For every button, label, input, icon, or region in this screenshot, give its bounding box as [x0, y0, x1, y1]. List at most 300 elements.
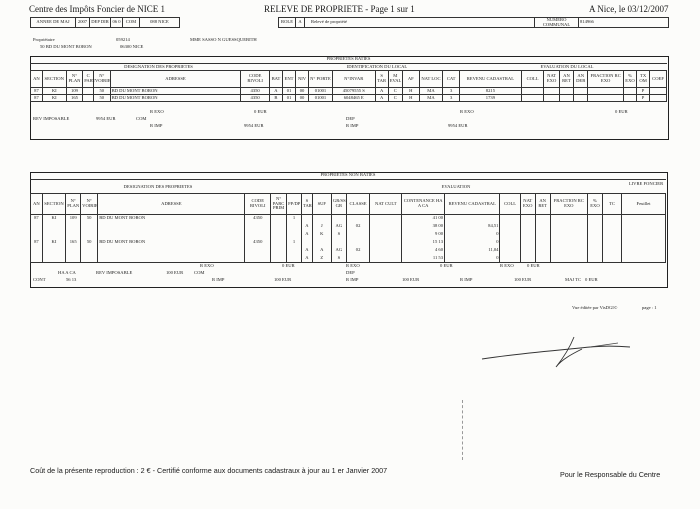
cell — [500, 222, 520, 230]
signature — [478, 325, 638, 375]
baties-col-bat: BAT — [269, 71, 282, 88]
nb-com-label: COM — [194, 270, 205, 275]
baties-rexo-1-value: 0 EUR — [254, 109, 267, 114]
cell: A — [302, 222, 313, 230]
table-row — [31, 214, 666, 222]
nb-col-an: AN — [31, 194, 43, 215]
cell — [98, 246, 245, 254]
cell — [445, 214, 500, 222]
cell: 165 — [66, 238, 81, 246]
table-row — [31, 246, 666, 254]
top-info-row — [30, 17, 668, 35]
cell — [331, 214, 346, 222]
nb-col-fpdp: FP/DP — [287, 194, 302, 215]
cell — [370, 254, 402, 262]
cell — [271, 222, 287, 230]
cell: A — [302, 230, 313, 238]
cell — [650, 88, 667, 95]
baties-dep-label: DEP — [346, 116, 355, 121]
cell — [520, 222, 535, 230]
cell — [370, 246, 402, 254]
cell: 1 — [287, 214, 302, 222]
cell — [500, 230, 520, 238]
nb-maj-label: MAJ TC — [565, 277, 582, 282]
cell — [98, 222, 245, 230]
baties-col-cpart: C PART — [83, 71, 94, 88]
cell: 1739 — [459, 95, 521, 102]
cell — [550, 230, 587, 238]
cell — [370, 222, 402, 230]
cell: 11 53 — [402, 254, 445, 262]
cell — [550, 246, 587, 254]
cell — [42, 222, 65, 230]
cell: A — [302, 246, 313, 254]
baties-col-voirie: N° VOIRIE — [93, 71, 110, 88]
cell — [245, 222, 271, 230]
cell — [66, 254, 81, 262]
baties-col-revenu: REVENU CADASTRAL — [459, 71, 521, 88]
nb-col-star: S TAR — [302, 194, 313, 215]
cell: 0 — [445, 230, 500, 238]
cell — [587, 254, 602, 262]
cell — [42, 254, 65, 262]
cell: 01 — [282, 88, 295, 95]
cell — [520, 214, 535, 222]
cell: 45079555 S — [332, 88, 375, 95]
cell — [602, 254, 621, 262]
cell: 38 00 — [402, 222, 445, 230]
cell — [587, 246, 602, 254]
baties-col-invar: N°INVAR — [332, 71, 375, 88]
cell: S — [331, 230, 346, 238]
cell: 50 — [81, 238, 98, 246]
com-value: 088 NICE — [140, 18, 180, 28]
baties-col-natexo: NAT EXO — [544, 71, 559, 88]
cell: P — [637, 88, 650, 95]
cell: 87 — [31, 214, 43, 222]
table-row — [31, 222, 666, 230]
place-date: A Nice, le 03/12/2007 — [589, 4, 669, 14]
dep-value: 06 0 — [111, 18, 123, 28]
cell: 4350 — [245, 238, 271, 246]
nb-col-tc: TC — [602, 194, 621, 215]
cell — [588, 95, 624, 102]
baties-title: PROPRIETES BATIES — [326, 56, 371, 61]
cell — [370, 214, 402, 222]
cell — [587, 230, 602, 238]
cell: AG — [331, 246, 346, 254]
cell — [521, 88, 544, 95]
nb-col-voirie: N° VOIRIE — [81, 194, 98, 215]
nb-col-natexo: NAT EXO — [520, 194, 535, 215]
page-label: page : 1 — [642, 305, 657, 310]
baties-col-anret: AN RET — [559, 71, 573, 88]
cell: 50 — [93, 88, 110, 95]
cell — [535, 246, 550, 254]
cell: 109 — [66, 214, 81, 222]
cell — [550, 222, 587, 230]
nb-col-contenance: CONTENANCE HA A CA — [402, 194, 445, 215]
table-row — [31, 238, 666, 246]
baties-col-coll: COLL — [521, 71, 544, 88]
cell: J — [312, 222, 331, 230]
table-row — [31, 254, 666, 262]
baties-col-meval: M EVAL — [388, 71, 402, 88]
cell — [622, 214, 666, 222]
cell: A — [375, 95, 388, 102]
cell — [83, 95, 94, 102]
cell — [271, 238, 287, 246]
baties-rev-value: 9954 EUR — [96, 116, 116, 121]
cell — [520, 254, 535, 262]
cell: KI — [42, 95, 66, 102]
nb-rimp-1-value: 100 EUR — [274, 277, 292, 282]
cell — [622, 222, 666, 230]
cell — [622, 246, 666, 254]
document-title: RELEVE DE PROPRIETE - Page 1 sur 1 — [264, 4, 415, 14]
cell: KI — [42, 88, 66, 95]
nb-rimp-1: R IMP — [212, 277, 225, 282]
cell: 4350 — [241, 88, 270, 95]
cell — [81, 230, 98, 238]
baties-col-an: AN — [31, 71, 43, 88]
cell — [98, 254, 245, 262]
cell: A — [375, 88, 388, 95]
cell — [602, 230, 621, 238]
cell — [535, 230, 550, 238]
cell: 50 — [93, 95, 110, 102]
owner-name: MME SASSO N GUESSQUEBITH — [190, 37, 257, 42]
nb-rev-value: 100 EUR — [166, 270, 184, 275]
cell — [622, 254, 666, 262]
cell: MA — [419, 95, 443, 102]
cell: 87 — [31, 238, 43, 246]
nb-col-feuillet: Feuillet — [622, 194, 666, 215]
cell: BD DU MONT BORON — [110, 88, 241, 95]
cell: 6048465 E — [332, 95, 375, 102]
nb-rimp-3-value: 100 EUR — [514, 277, 532, 282]
cell — [588, 88, 624, 95]
cell — [535, 214, 550, 222]
cell — [98, 230, 245, 238]
cell — [83, 88, 94, 95]
cell — [31, 254, 43, 262]
cell — [66, 246, 81, 254]
cell — [550, 254, 587, 262]
baties-col-fraction: FRACTION RC EXO — [588, 71, 624, 88]
cell: 4350 — [245, 214, 271, 222]
cell: H — [402, 88, 419, 95]
nb-dep-label: DEP — [346, 270, 355, 275]
baties-col-ent: ENT — [282, 71, 295, 88]
cell: 41 00 — [402, 214, 445, 222]
cell — [370, 238, 402, 246]
baties-col-pctexo: % EXO — [623, 71, 636, 88]
nb-col-pctexo: % EXO — [587, 194, 602, 215]
cell: 02 — [346, 222, 369, 230]
cell — [535, 222, 550, 230]
baties-col-section: SECTION — [42, 71, 66, 88]
non-baties-desig-title: DESIGNATION DES PROPRIETES — [123, 184, 193, 189]
cell — [550, 214, 587, 222]
cell — [31, 246, 43, 254]
nb-col-anret: AN RET — [535, 194, 550, 215]
cell — [271, 214, 287, 222]
role-value: A — [296, 18, 305, 28]
numero-value: 814966 — [579, 18, 669, 28]
nb-col-parc: N° PARC PRIM — [271, 194, 287, 215]
cell — [602, 222, 621, 230]
cell: 02 — [346, 246, 369, 254]
cell: K — [312, 230, 331, 238]
cell — [245, 230, 271, 238]
nb-col-adresse: ADRESSE — [98, 194, 245, 215]
baties-rev-label: REV IMPOSABLE — [33, 116, 70, 121]
releve-label: Relevé de propriété — [305, 18, 535, 28]
cell — [520, 246, 535, 254]
non-baties-livre-title: LIVRE FONCIER — [628, 181, 664, 186]
cell: C — [388, 95, 402, 102]
cell — [31, 230, 43, 238]
cell — [535, 238, 550, 246]
cell — [312, 238, 331, 246]
cell — [66, 222, 81, 230]
cell — [81, 222, 98, 230]
cell — [535, 254, 550, 262]
baties-rimp-2-value: 9954 EUR — [448, 123, 468, 128]
numero-label: NUMERO COMMUNAL — [535, 18, 579, 28]
cell — [287, 230, 302, 238]
cell — [520, 230, 535, 238]
cell — [544, 88, 559, 95]
baties-col-adresse: ADRESSE — [110, 71, 241, 88]
baties-rexo-2: R EXO — [460, 109, 474, 114]
non-baties-eval-title: EVALUATION — [441, 184, 471, 189]
cell — [559, 95, 573, 102]
nb-col-coll: COLL — [500, 194, 520, 215]
cell — [587, 214, 602, 222]
owner-code: 059214 — [116, 37, 130, 42]
nb-cont-label: CONT — [33, 277, 46, 282]
nb-rev-label: REV IMPOSABLE — [96, 270, 133, 275]
cell — [81, 246, 98, 254]
baties-col-niv: NIV — [296, 71, 309, 88]
nb-rimp-2: R IMP — [346, 277, 359, 282]
edition-label: Vue éditée par VisDGI© — [572, 305, 618, 310]
cell: 15 13 — [402, 238, 445, 246]
dep-label: DEP DIR — [90, 18, 111, 28]
cell — [587, 238, 602, 246]
cell: KI — [42, 238, 65, 246]
cell — [287, 254, 302, 262]
baties-rimp-2: R IMP — [346, 123, 359, 128]
cell — [271, 230, 287, 238]
role-label: ROLE — [279, 18, 296, 28]
cell — [81, 254, 98, 262]
cell: 3 — [443, 95, 460, 102]
cell — [245, 254, 271, 262]
cell: 00 — [296, 88, 309, 95]
annee-label: ANNEE DE MAJ — [31, 18, 76, 28]
cell — [602, 214, 621, 222]
owner-city: 06300 NICE — [120, 44, 144, 49]
cell: A — [269, 88, 282, 95]
cell — [312, 214, 331, 222]
non-baties-table — [30, 193, 666, 215]
non-baties-title: PROPRIETES NON BATIES — [320, 172, 376, 177]
baties-col-plan: N° PLAN — [66, 71, 83, 88]
cell — [271, 254, 287, 262]
cell: P — [637, 95, 650, 102]
nb-col-suf: SUF — [312, 194, 331, 215]
baties-col-rivoli: CODE RIVOLI — [241, 71, 270, 88]
nb-col-fraction: FRACTION RC EXO — [550, 194, 587, 215]
cell: H — [402, 95, 419, 102]
cell — [602, 246, 621, 254]
baties-ident-title: IDENTIFICATION DU LOCAL — [346, 64, 408, 69]
baties-col-coef: COEF — [650, 71, 667, 88]
owner-address: 50 BD DU MONT BORON — [40, 44, 92, 49]
cell: 3 — [443, 88, 460, 95]
nb-col-rivoli: CODE RIVOLI — [245, 194, 271, 215]
cell — [245, 246, 271, 254]
baties-col-star: S TAR — [375, 71, 388, 88]
cell: 4350 — [241, 95, 270, 102]
cell: 11,04 — [445, 246, 500, 254]
cell: C — [388, 88, 402, 95]
nb-col-grss: GR/SS GR — [331, 194, 346, 215]
nb-rexo-3-value: 0 EUR — [527, 263, 540, 268]
centre-title: Centre des Impôts Foncier de NICE 1 — [29, 4, 165, 14]
nb-rimp-2-value: 100 EUR — [402, 277, 420, 282]
cell — [500, 214, 520, 222]
nb-rexo-2: R EXO — [346, 263, 360, 268]
cell — [550, 238, 587, 246]
nb-rexo-2-value: 0 EUR — [440, 263, 453, 268]
cell — [287, 222, 302, 230]
cell: BD DU MONT BORON — [110, 95, 241, 102]
cell: 165 — [66, 95, 83, 102]
nb-ha-label: HA A CA — [58, 270, 76, 275]
cell: 109 — [66, 88, 83, 95]
nb-col-section: SECTION — [42, 194, 65, 215]
cell: 50 — [81, 214, 98, 222]
cell — [520, 238, 535, 246]
cell — [622, 238, 666, 246]
cell — [500, 254, 520, 262]
cell: 0 — [445, 254, 500, 262]
cell: 87 — [31, 95, 43, 102]
baties-col-andeb: AN DEB — [574, 71, 588, 88]
baties-desig-title: DESIGNATION DES PROPRIETES — [124, 64, 193, 69]
nb-col-classe: CLASSE — [346, 194, 369, 215]
cell — [544, 95, 559, 102]
baties-table — [30, 70, 667, 106]
cell: Z — [312, 254, 331, 262]
cell — [500, 246, 520, 254]
non-baties-body — [30, 214, 666, 262]
cell — [587, 222, 602, 230]
baties-rimp-1: R IMP — [150, 123, 163, 128]
cell — [271, 246, 287, 254]
cell: 0 — [445, 238, 500, 246]
baties-eval-title: EVALUATION DU LOCAL — [540, 64, 594, 69]
baties-col-txom: TX OM — [637, 71, 650, 88]
baties-rimp-1-value: 9954 EUR — [244, 123, 264, 128]
cell: B — [269, 95, 282, 102]
cell — [521, 95, 544, 102]
cell — [42, 230, 65, 238]
cell: BD DU MONT BORON — [98, 214, 245, 222]
cell — [623, 95, 636, 102]
cell: 87 — [31, 88, 43, 95]
cell — [66, 230, 81, 238]
nb-col-revenu: REVENU CADASTRAL — [445, 194, 500, 215]
annee-value: 2007 — [76, 18, 90, 28]
cell: BD DU MONT BORON — [98, 238, 245, 246]
cell — [623, 88, 636, 95]
cell: AG — [331, 222, 346, 230]
cell — [574, 95, 588, 102]
nb-cont-value: 56 13 — [66, 277, 77, 282]
cell — [346, 238, 369, 246]
footer-responsable: Pour le Responsable du Centre — [560, 470, 661, 479]
table-row — [31, 95, 667, 102]
baties-col-porte: N° PORTE — [309, 71, 333, 88]
cell: MA — [419, 88, 443, 95]
baties-col-af: AF — [402, 71, 419, 88]
cell — [602, 238, 621, 246]
nb-col-plan: N° PLAN — [66, 194, 81, 215]
cell — [346, 254, 369, 262]
cell: 01001 — [309, 95, 333, 102]
cell — [302, 238, 313, 246]
nb-maj-value: 0 EUR — [585, 277, 598, 282]
cell — [559, 88, 573, 95]
cell — [346, 230, 369, 238]
cell — [31, 222, 43, 230]
cell: 84,51 — [445, 222, 500, 230]
baties-col-cat: CAT — [443, 71, 460, 88]
baties-rexo-2-value: 0 EUR — [615, 109, 628, 114]
footer-certification: Coût de la présente reproduction : 2 € - Certifié conforme aux documents cadastraux à jour au 1 er Janvier 2007 — [30, 466, 388, 475]
cell — [500, 238, 520, 246]
cell: S — [331, 254, 346, 262]
cell — [287, 246, 302, 254]
scan-mark — [462, 400, 463, 460]
cell: KI — [42, 214, 65, 222]
cell: 4 60 — [402, 246, 445, 254]
nb-rexo-3: R EXO — [500, 263, 514, 268]
cell — [574, 88, 588, 95]
table-row — [31, 230, 666, 238]
cell: A — [302, 254, 313, 262]
baties-col-natloc: NAT LOC — [419, 71, 443, 88]
cell: 8215 — [459, 88, 521, 95]
nb-rimp-3: R IMP — [460, 277, 473, 282]
cell: 9 00 — [402, 230, 445, 238]
table-row — [31, 88, 667, 95]
nb-rexo-1: R EXO — [200, 263, 214, 268]
cell: 1 — [287, 238, 302, 246]
cell: A — [312, 246, 331, 254]
cell — [650, 95, 667, 102]
nb-col-natcult: NAT CULT — [370, 194, 402, 215]
cell: 00 — [296, 95, 309, 102]
baties-com-label: COM — [136, 116, 147, 121]
cell — [622, 230, 666, 238]
nb-rexo-1-value: 0 EUR — [282, 263, 295, 268]
